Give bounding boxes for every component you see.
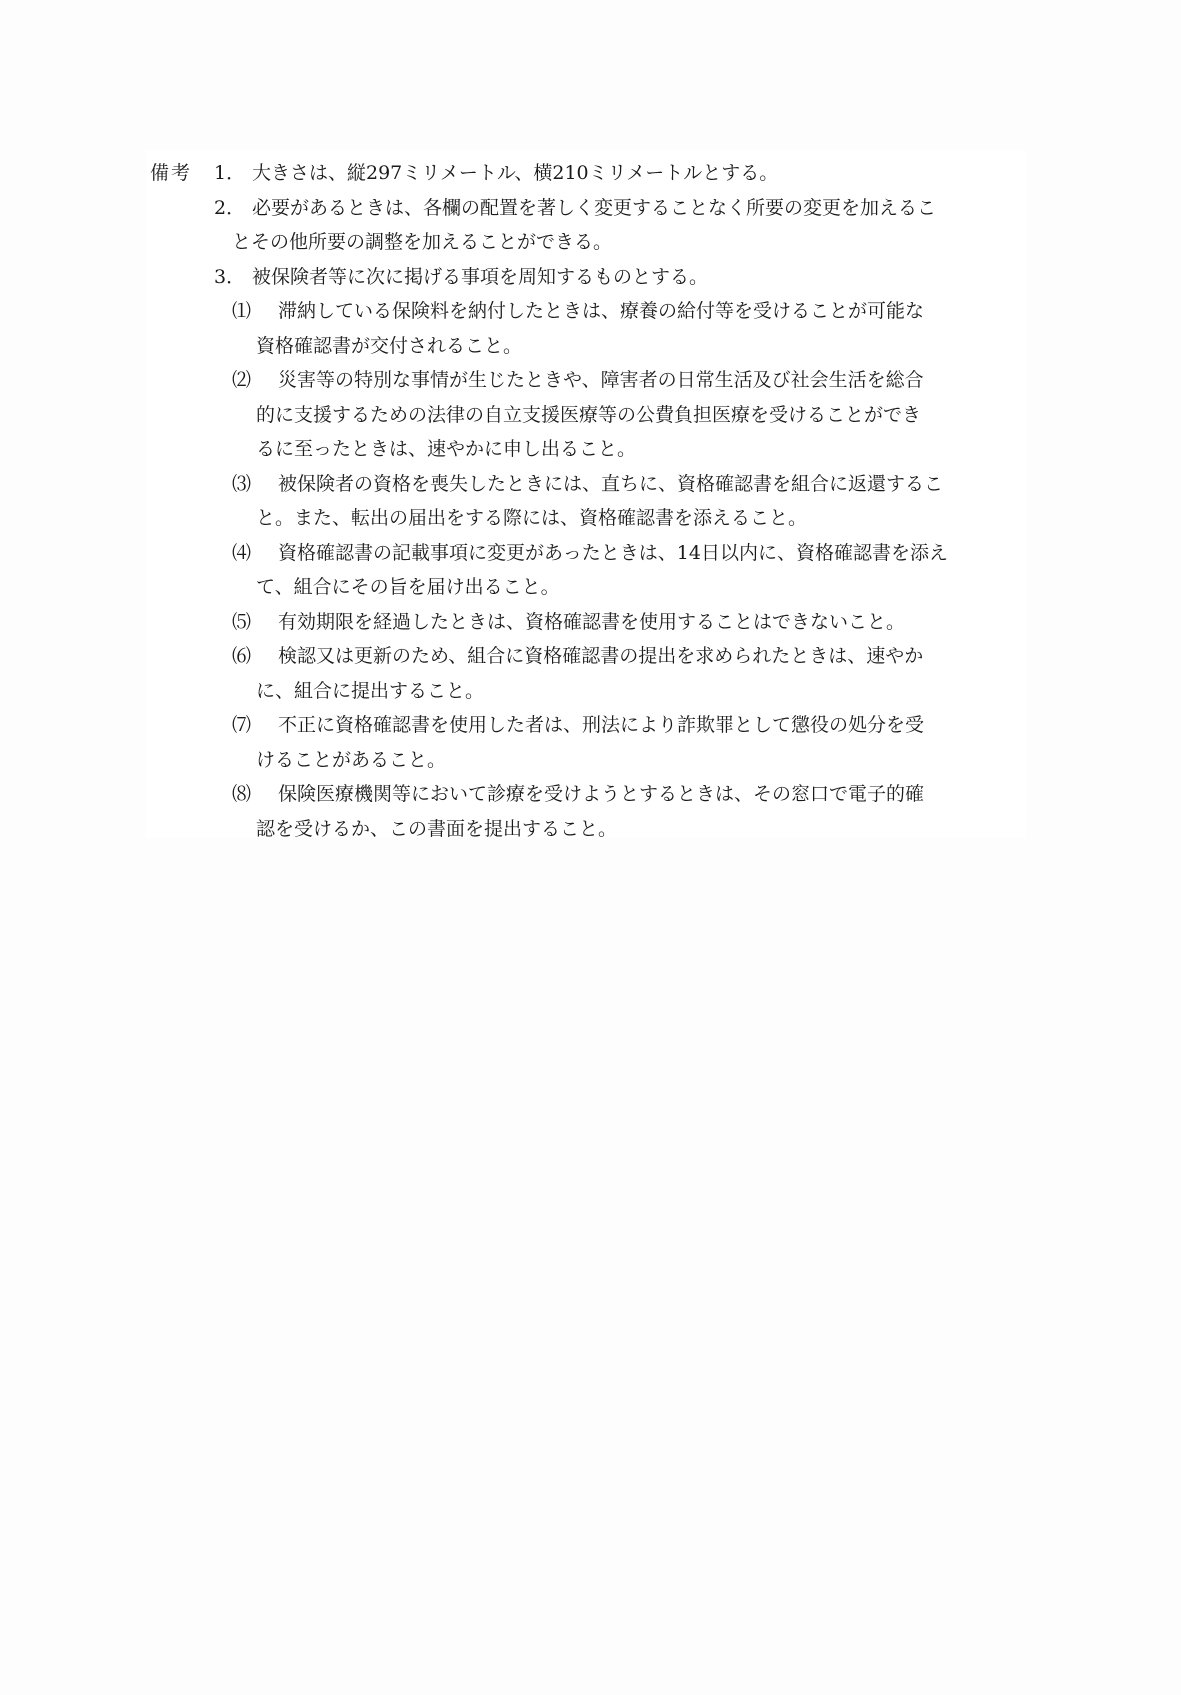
subitem-text: 被保険者の資格を喪失したときには、直ちに、資格確認書を組合に返還するこ — [278, 472, 944, 495]
subitem-number: ⑻ — [232, 783, 252, 805]
subitem-3 — [232, 467, 943, 502]
subitem-number: ⑹ — [232, 645, 252, 667]
item-number: 1． — [214, 162, 246, 184]
subitem-6-continuation: に、組合に提出すること。 — [256, 679, 485, 702]
subitem-2 — [232, 363, 924, 398]
subitem-text: 有効期限を経過したときは、資格確認書を使用することはできないこと。 — [278, 610, 906, 633]
subitem-text: 資格確認書の記載事項に変更があったときは、14日以内に、資格確認書を添え — [278, 541, 948, 564]
subitem-3-continuation: と。また、転出の届出をする際には、資格確認書を添えること。 — [256, 507, 808, 529]
subitem-number: ⑸ — [232, 610, 252, 633]
subitem-7-continuation: けることがあること。 — [256, 748, 447, 771]
remarks-label: 備考 — [150, 162, 193, 184]
subitem-6 — [232, 639, 923, 674]
subitem-text: 滞納している保険料を納付したときは、療養の給付等を受けることが可能な — [278, 300, 925, 322]
subitem-8 — [232, 777, 924, 812]
item-text: 被保険者等に次に掲げる事項を周知するものとする。 — [252, 265, 709, 288]
subitem-number: ⑵ — [232, 369, 252, 391]
subitem-number: ⑷ — [232, 541, 252, 564]
item-2-continuation: とその他所要の調整を加えることができる。 — [232, 231, 613, 253]
subitem-2-continuation: 的に支援するための法律の自立支援医療等の公費負担医療を受けることができ — [256, 403, 922, 426]
subitem-2-continuation: るに至ったときは、速やかに申し出ること。 — [256, 438, 637, 460]
subitem-4-continuation: て、組合にその旨を届け出ること。 — [256, 576, 560, 598]
subitem-8-continuation: 認を受けるか、この書面を提出すること。 — [256, 817, 618, 840]
subitem-text: 災害等の特別な事情が生じたときや、障害者の日常生活及び社会生活を総合 — [278, 369, 924, 391]
item-1 — [214, 156, 778, 191]
remarks-sheet — [146, 150, 1026, 838]
subitem-5 — [232, 605, 905, 640]
subitem-4 — [232, 536, 948, 571]
subitem-text: 保険医療機関等において診療を受けようとするときは、その窓口で電子的確 — [278, 783, 925, 805]
subitem-1 — [232, 294, 924, 329]
item-number: 3． — [214, 265, 246, 288]
subitem-number: ⑺ — [232, 714, 252, 736]
item-3 — [214, 260, 708, 295]
item-number: 2． — [214, 196, 246, 219]
subitem-7 — [232, 708, 924, 743]
subitem-1-continuation: 資格確認書が交付されること。 — [256, 334, 523, 357]
subitem-number: ⑴ — [232, 300, 252, 322]
subitem-text: 不正に資格確認書を使用した者は、刑法により詐欺罪として懲役の処分を受 — [278, 714, 925, 736]
item-text: 必要があるときは、各欄の配置を著しく変更することなく所要の変更を加えるこ — [252, 196, 937, 219]
subitem-text: 検認又は更新のため、組合に資格確認書の提出を求められたときは、速やか — [278, 645, 924, 667]
item-text: 大きさは、縦297ミリメートル、横210ミリメートルとする。 — [252, 162, 779, 184]
subitem-number: ⑶ — [232, 472, 252, 495]
item-2 — [214, 191, 936, 226]
